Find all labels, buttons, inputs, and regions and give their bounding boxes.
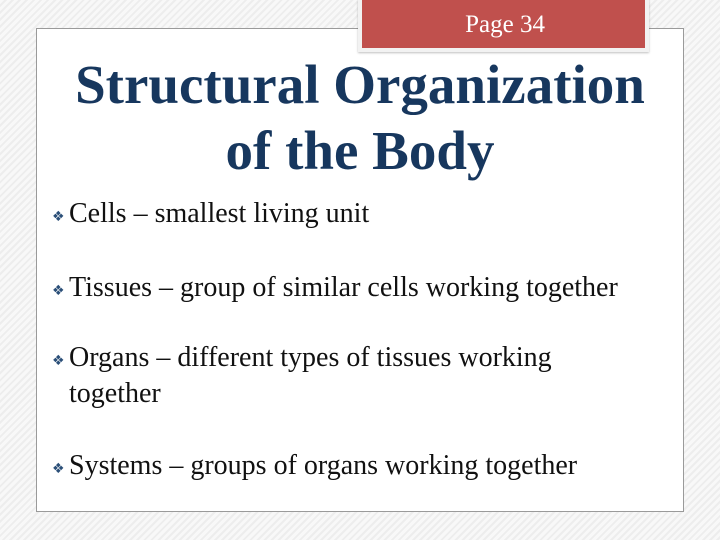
- bullet-separator: –: [156, 342, 171, 373]
- bullet-term: Cells: [69, 198, 127, 229]
- bullet-description: group of similar cells working together: [180, 272, 618, 303]
- bullet-item-cells: [52, 196, 692, 232]
- bullet-line: [52, 448, 692, 484]
- bullet-separator: –: [159, 272, 174, 303]
- bullet-item-systems: [52, 448, 692, 484]
- page-number-tab: [358, 0, 649, 52]
- bullet-item-organs: [52, 340, 692, 412]
- bullet-description: smallest living unit: [154, 198, 370, 229]
- bullet-term: Tissues: [69, 272, 153, 303]
- diamond-bullet-icon: ❖: [52, 353, 65, 369]
- bullet-term: Systems: [69, 450, 163, 481]
- bullet-description: different types of tissues working: [177, 342, 552, 373]
- bullet-separator: –: [169, 450, 184, 481]
- slide-title-line-1: Structural Organization: [75, 54, 645, 115]
- slide-title: [0, 52, 720, 184]
- bullet-separator: –: [133, 198, 148, 229]
- bullet-line: [52, 196, 692, 232]
- bullet-item-tissues: [52, 270, 692, 306]
- bullet-continuation: together: [69, 378, 161, 409]
- bullet-term: Organs: [69, 342, 150, 373]
- page-number-label: Page 34: [465, 11, 545, 38]
- bullet-description: groups of organs working together: [190, 450, 578, 481]
- diamond-bullet-icon: ❖: [52, 461, 65, 477]
- diamond-bullet-icon: ❖: [52, 283, 65, 299]
- bullet-line: [52, 270, 692, 306]
- bullet-line: [52, 340, 692, 376]
- slide-title-line-2: of the Body: [225, 120, 495, 181]
- diamond-bullet-icon: ❖: [52, 209, 65, 225]
